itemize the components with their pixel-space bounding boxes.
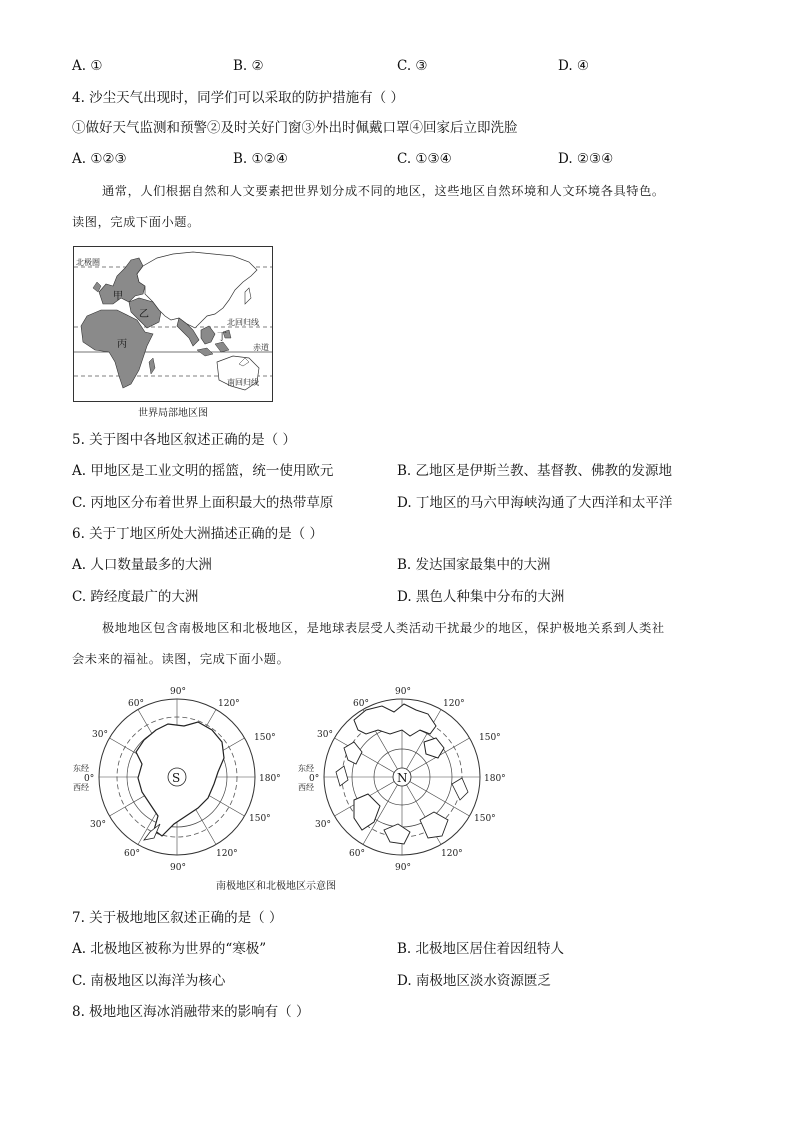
q6-option-c: C. 跨经度最广的大洲: [72, 589, 199, 605]
q5-option-a: A. 甲地区是工业文明的摇篮，统一使用欧元: [72, 463, 334, 479]
q6-option-b: B. 发达国家最集中的大洲: [397, 557, 551, 573]
region-ding-label: 丁: [217, 332, 227, 343]
map-degree-label: 30°: [90, 820, 106, 830]
map-degree-label: 120°: [443, 699, 465, 709]
map-degree-label: 90°: [395, 863, 411, 873]
map-degree-label: 90°: [395, 687, 411, 697]
map-degree-label: 120°: [216, 849, 238, 859]
map-degree-label: 90°: [170, 863, 186, 873]
material2-line1: 极地地区包含南极地区和北极地区，是地球表层受人类活动干扰最少的地区，保护极地关系到人类社: [102, 621, 665, 635]
material1-line1: 通常，人们根据自然和人文要素把世界划分成不同的地区，这些地区自然环境和人文环境各具特色。: [102, 184, 665, 198]
arctic-circle-label: 北极圈: [76, 258, 100, 267]
q3-option-d: D. ④: [558, 58, 590, 74]
q7-stem: 7. 关于极地地区叙述正确的是（ ）: [72, 910, 283, 926]
q3-option-a: A. ①: [72, 58, 103, 74]
map-degree-label: 60°: [349, 849, 365, 859]
material2-line2: 会未来的福祉。读图，完成下面小题。: [72, 652, 290, 666]
map-degree-label: 150°: [254, 733, 276, 743]
tropic-capricorn-label: 南回归线: [227, 378, 259, 387]
world-map-figure: [73, 246, 273, 402]
q7-option-a: A. 北极地区被称为世界的“寒极”: [72, 941, 267, 957]
north-west-label: 西经: [298, 783, 314, 792]
world-map-caption: 世界局部地区图: [138, 408, 208, 419]
q4-option-c: C. ①③④: [397, 151, 452, 167]
region-yi-label: 乙: [139, 309, 149, 320]
map-degree-label: 0°: [309, 774, 320, 784]
map-degree-label: 120°: [218, 699, 240, 709]
south-pole-center: S: [172, 771, 181, 785]
q4-option-a: A. ①②③: [72, 151, 127, 167]
q5-stem: 5. 关于图中各地区叙述正确的是（ ）: [72, 432, 296, 448]
map-degree-label: 180°: [259, 774, 281, 784]
north-pole-center: N: [397, 771, 408, 785]
map-degree-label: 180°: [484, 774, 506, 784]
map-degree-label: 60°: [124, 849, 140, 859]
q5-option-c: C. 丙地区分布着世界上面积最大的热带草原: [72, 495, 334, 511]
south-east-label: 东经: [73, 764, 89, 773]
region-jia-label: 甲: [113, 291, 123, 302]
q3-option-b: B. ②: [233, 58, 264, 74]
q4-option-d: D. ②③④: [558, 151, 614, 167]
map-degree-label: 60°: [353, 699, 369, 709]
world-map: [73, 246, 273, 402]
north-polar-map: [298, 687, 506, 873]
map-degree-label: 150°: [249, 814, 271, 824]
map-degree-label: 30°: [317, 730, 333, 740]
q5-option-d: D. 丁地区的马六甲海峡沟通了大西洋和太平洋: [397, 495, 673, 511]
tropic-cancer-label: 北回归线: [227, 318, 259, 327]
map-degree-label: 150°: [474, 814, 496, 824]
map-degree-label: 60°: [128, 699, 144, 709]
q4-option-b: B. ①②④: [233, 151, 288, 167]
q4-stem: 4. 沙尘天气出现时，同学们可以采取的防护措施有（ ）: [72, 90, 404, 106]
south-west-label: 西经: [73, 783, 89, 792]
region-bing-label: 丙: [117, 339, 127, 350]
q8-stem: 8. 极地地区海冰消融带来的影响有（ ）: [72, 1004, 310, 1020]
q4-statements: ①做好天气监测和预警②及时关好门窗③外出时佩戴口罩④回家后立即洗脸: [72, 120, 518, 136]
q6-option-d: D. 黑色人种集中分布的大洲: [397, 589, 565, 605]
polar-maps: [64, 680, 514, 878]
north-east-label: 东经: [298, 764, 314, 773]
south-polar-map: [73, 687, 281, 873]
polar-maps-caption: 南极地区和北极地区示意图: [216, 881, 336, 892]
map-degree-label: 0°: [84, 774, 95, 784]
map-degree-label: 30°: [92, 730, 108, 740]
q6-option-a: A. 人口数量最多的大洲: [72, 557, 212, 573]
q7-option-b: B. 北极地区居住着因纽特人: [397, 941, 565, 957]
map-degree-label: 90°: [170, 687, 186, 697]
map-degree-label: 150°: [479, 733, 501, 743]
q5-option-b: B. 乙地区是伊斯兰教、基督教、佛教的发源地: [397, 463, 673, 479]
q7-option-d: D. 南极地区淡水资源匮乏: [397, 973, 551, 989]
q3-option-c: C. ③: [397, 58, 428, 74]
map-degree-label: 30°: [315, 820, 331, 830]
map-degree-label: 120°: [441, 849, 463, 859]
polar-maps-figure: [64, 680, 514, 878]
q6-stem: 6. 关于丁地区所处大洲描述正确的是（ ）: [72, 526, 323, 542]
equator-label: 赤道: [253, 343, 269, 352]
q7-option-c: C. 南极地区以海洋为核心: [72, 973, 226, 989]
material1-line2: 读图，完成下面小题。: [72, 215, 200, 229]
